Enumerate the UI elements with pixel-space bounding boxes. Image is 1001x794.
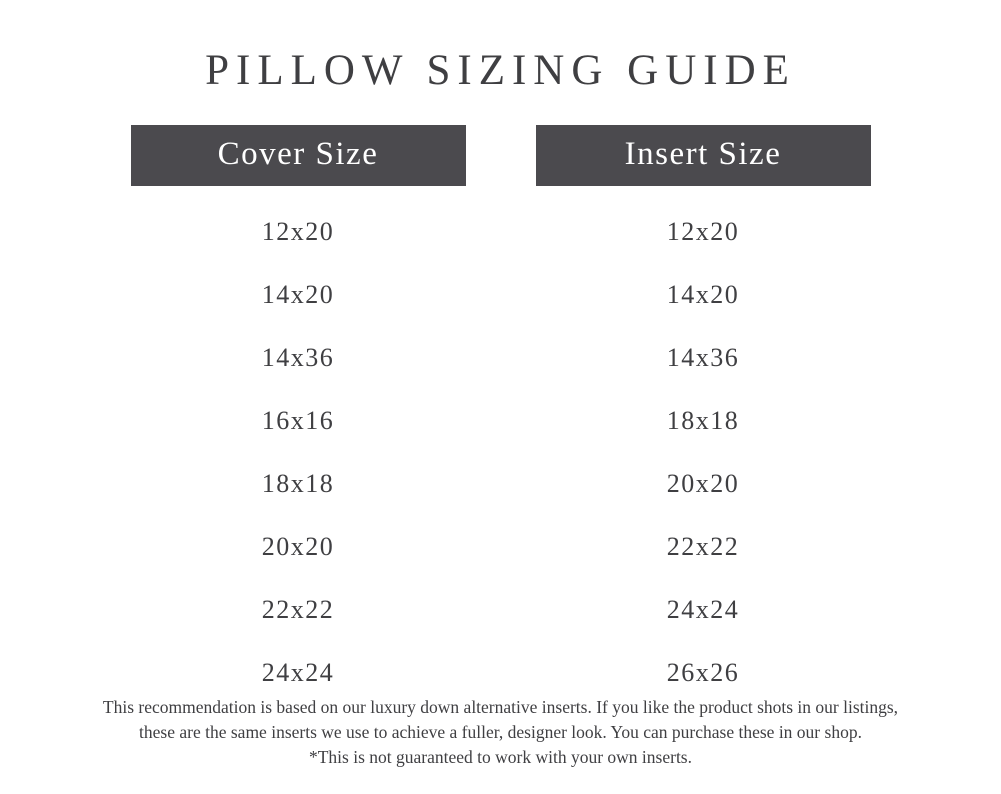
table-cell: 14x36 <box>666 343 740 372</box>
insert-size-header: Insert Size <box>536 125 871 186</box>
footnote-line-2: these are the same inserts we use to achieve a fuller, designer look. You can purchase these in our shop. <box>139 722 862 742</box>
table-cell: 16x16 <box>261 406 335 435</box>
table-cell: 26x26 <box>666 658 740 687</box>
table-cell: 12x20 <box>261 217 335 246</box>
footnote-line-3: *This is not guaranteed to work with your own inserts. <box>308 747 692 767</box>
sizing-table <box>131 95 871 704</box>
table-cell: 20x20 <box>666 469 740 498</box>
table-cell: 18x18 <box>261 469 335 498</box>
table-cell: 12x20 <box>666 217 740 246</box>
insert-size-cells <box>536 186 871 704</box>
footnote <box>0 695 1001 770</box>
footnote-line-1: This recommendation is based on our luxury down alternative inserts. If you like the product shots in our listings, <box>102 697 899 717</box>
table-cell: 20x20 <box>261 532 335 561</box>
table-cell: 24x24 <box>666 595 740 624</box>
insert-size-column <box>536 125 871 704</box>
table-cell: 22x22 <box>666 532 740 561</box>
table-cell: 22x22 <box>261 595 335 624</box>
cover-size-header: Cover Size <box>131 125 466 186</box>
cover-size-cells <box>131 186 466 704</box>
table-cell: 14x20 <box>666 280 740 309</box>
table-cell: 18x18 <box>666 406 740 435</box>
table-cell: 14x20 <box>261 280 335 309</box>
page-title: PILLOW SIZING GUIDE <box>205 47 796 94</box>
table-cell: 24x24 <box>261 658 335 687</box>
table-cell: 14x36 <box>261 343 335 372</box>
cover-size-column <box>131 125 466 704</box>
